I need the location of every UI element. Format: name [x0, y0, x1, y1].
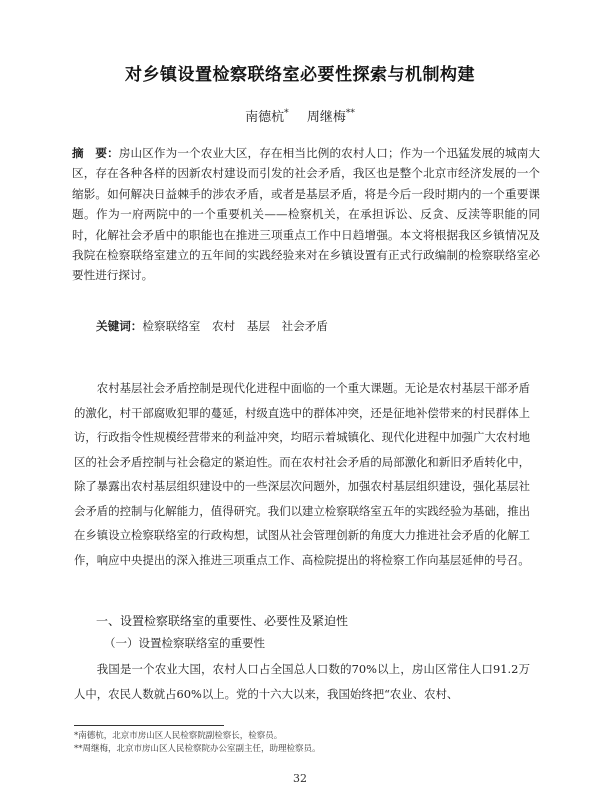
subsection-heading-1: （一）设置检察联络室的重要性 — [104, 636, 265, 650]
body-section — [74, 376, 530, 572]
author-1: 南德杭 — [245, 110, 285, 125]
page-number: 32 — [293, 772, 307, 785]
section-heading-1: 一、设置检察联络室的重要性、必要性及紧迫性 — [96, 614, 349, 628]
author-1-mark: * — [284, 108, 289, 119]
footnotes — [74, 730, 544, 756]
abstract-text: 房山区作为一个农业大区，存在相当比例的农村人口；作为一个迅猛发展的城南大区，存在各种各样的因新农村建设而引发的社会矛盾，我区也是整个北京市经济发展的一个缩影。如何解决日益棘手的涉农矛盾，或者是基层矛盾，将是今后一段时期内的一个重要课题。作为一府两院中的一个重要机关——检察机关，在承担诉讼、反贪、反渎等职能的同时，化解社会矛盾中的职能也在推进三项重点工作中日趋增强。本文将根据我区乡镇情况及我院在检察联络室建立的五年间的实践经验来对在乡镇设置有正式行政编制的检察联络室必要性进行探讨。 — [72, 146, 540, 283]
body-section-2 — [74, 657, 530, 706]
keywords-text: 检察联络室 农村 基层 社会矛盾 — [142, 319, 328, 333]
body-paragraph-1: 农村基层社会矛盾控制是现代化进程中面临的一个重大课题。无论是农村基层干部矛盾的激化，村干部腐败犯罪的蔓延，村级直选中的群体冲突，还是征地补偿带来的村民群体上访，行政指令性规模经营带来的利益冲突，均昭示着城镇化、现代化进程中加强广大农村地区的社会矛盾控制与社会稳定的紧迫性。而在农村社会矛盾的局部激化和新旧矛盾转化中，除了暴露出农村基层组织建设中的一些深层次问题外，加强农村基层组织建设，强化基层社会矛盾的控制与化解能力，值得研究。我们以建立检察联络室五年的实践经验为基础，推出在乡镇设立检察联络室的行政构想，试图从社会管理创新的角度大力推进社会矛盾的化解工作，响应中央提出的深入推进三项重点工作、高检院提出的将检察工作向基层延伸的号召。 — [74, 381, 530, 567]
footnote-2: **周继梅，北京市房山区人民检察院办公室副主任，助理检察员。 — [74, 744, 321, 754]
abstract — [72, 143, 540, 286]
paper-title: 对乡镇设置检察联络室必要性探索与机制构建 — [125, 65, 475, 85]
footnote-divider — [74, 725, 224, 726]
keywords-label: 关键词： — [96, 319, 143, 333]
author-line — [40, 106, 560, 125]
footnote-1: *南德杭，北京市房山区人民检察院副检察长，检察员。 — [74, 731, 283, 741]
author-2: 周继梅 — [306, 110, 346, 125]
abstract-label: 摘 要： — [72, 146, 119, 160]
body-paragraph-2: 我国是一个农业大国，农村人口占全国总人口数的70%以上，房山区常住人口91.2万人中，农民人数就占60%以上。党的十六大以来，我国始终把“农业、农村、 — [74, 662, 530, 701]
keywords — [96, 318, 536, 334]
author-2-mark: ** — [345, 108, 355, 119]
